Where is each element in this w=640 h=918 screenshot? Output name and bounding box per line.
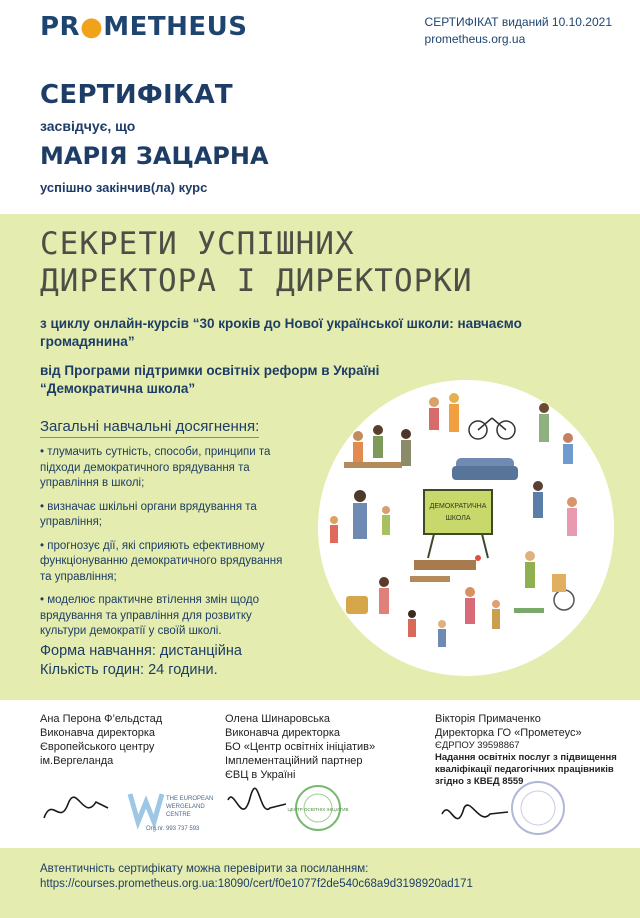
- signatory-name: Ана Перона Ф’ельдстад: [40, 713, 163, 725]
- signatory-3: [435, 712, 625, 788]
- person-figure: [373, 425, 383, 458]
- person-figure: [449, 393, 459, 432]
- person-figure: [379, 577, 389, 614]
- person-figure: [382, 506, 390, 535]
- desk-icon: [410, 576, 450, 582]
- verification-text: [40, 862, 473, 892]
- board-text-1: ДЕМОКРАТИЧНА: [429, 503, 487, 510]
- study-info: [40, 642, 242, 680]
- achievements-list: [40, 445, 285, 648]
- ball-icon: [475, 555, 481, 561]
- person-figure: [525, 551, 535, 588]
- signatory-2: [225, 712, 410, 782]
- prometheus-logo[interactable]: [40, 12, 248, 42]
- certificate-title: СЕРТИФІКАТ: [40, 80, 233, 110]
- person-figure: [330, 516, 338, 543]
- signatory-role: Виконавча директорка: [40, 727, 156, 739]
- board-text-2: ШКОЛА: [445, 515, 471, 522]
- course-series: з циклу онлайн-курсів “30 кроків до Нової української школи: навчаємо громадянина”: [40, 316, 522, 349]
- verify-url[interactable]: https://courses.prometheus.org.ua:18090/cert/f0e1077f2de540c68a9d3198920ad171: [40, 878, 473, 890]
- program-name: від Програми підтримки освітніх реформ в Україні “Демократична школа”: [40, 363, 380, 396]
- signatory-name: Вікторія Примаченко: [435, 713, 541, 725]
- signature-1: [44, 797, 108, 818]
- verify-label: Автентичність сертифікату можна перевірити за посиланням:: [40, 863, 369, 875]
- study-hours: Кількість годин: 24 години.: [40, 662, 218, 678]
- course-title-line2: ДИРЕКТОРА І ДИРЕКТОРКИ: [40, 263, 473, 299]
- achievement-item: • моделює практичне втілення змін щодо врядування та управління для розвитку культури демократії у своїй школі.: [40, 594, 259, 637]
- sofa-icon: [452, 458, 518, 480]
- study-form: Форма навчання: дистанційна: [40, 643, 242, 659]
- course-title-line1: СЕКРЕТИ УСПІШНИХ: [40, 226, 355, 262]
- signature-3: [442, 805, 508, 819]
- signatures-graphics: [38, 778, 638, 846]
- license-note: Надання освітніх послуг з підвищення кваліфікації педагогічних працівників згідно з КВЕД 8559: [435, 752, 617, 787]
- lightbulb-icon: ●: [80, 12, 104, 42]
- person-figure: [492, 600, 500, 629]
- student-name: МАРІЯ ЗАЦАРНА: [40, 142, 269, 170]
- person-figure: [533, 481, 543, 518]
- person-figure: [353, 490, 367, 539]
- issue-info: [425, 14, 612, 48]
- ewc-logo-text-2: WERGELAND: [166, 804, 205, 810]
- site-link[interactable]: prometheus.org.ua: [424, 32, 526, 46]
- issue-date: СЕРТИФІКАТ виданий 10.10.2021: [424, 15, 612, 29]
- signatory-name: Олена Шинаровська: [225, 713, 330, 725]
- person-figure: [567, 497, 577, 536]
- achievement-item: • тлумачить сутність, способи, принципи та підходи демократичного врядування та управління в школі;: [40, 446, 271, 489]
- school-illustration: [316, 378, 616, 678]
- achievement-item: • прогнозує дії, які сприяють ефективному функціонуванню демократичного врядування та управління;: [40, 539, 283, 583]
- ewc-logo-text-3: CENTRE: [166, 812, 191, 818]
- person-figure: [401, 429, 411, 466]
- certifies-text: засвідчує, що: [40, 118, 136, 134]
- signature-2: [228, 788, 286, 809]
- signatory-role: ЄВЦ в Україні: [225, 769, 296, 781]
- person-figure: [539, 403, 549, 442]
- certificate-header: [0, 0, 640, 64]
- achievements-title: Загальні навчальні досягнення:: [40, 418, 259, 438]
- prometheus-stamp-inner: [521, 791, 555, 825]
- signatory-role: Імплементаційний партнер: [225, 755, 363, 767]
- signatory-role: Директорка ГО «Прометеус»: [435, 727, 582, 739]
- prometheus-stamp: [512, 782, 564, 834]
- table-icon: [344, 462, 402, 468]
- person-figure: [438, 620, 446, 647]
- signatory-role: Європейського центру: [40, 741, 155, 753]
- person-figure: [408, 610, 416, 637]
- course-title: [40, 226, 473, 300]
- logo-text-end: METHEUS: [103, 12, 248, 42]
- coi-seal: [287, 786, 348, 830]
- ewc-logo-text-1: THE EUROPEAN: [166, 796, 214, 802]
- shelf-icon: [414, 560, 476, 570]
- coi-seal-text: ЦЕНТР ОСВІТНІХ ІНІЦІАТИВ: [287, 807, 349, 812]
- ewc-org-number: Org.nr. 993 737 593: [146, 826, 200, 832]
- achievement-item: • визначає шкільні органи врядування та управління;: [40, 500, 257, 528]
- stool-icon: [514, 608, 544, 613]
- signatory-1: [40, 712, 215, 768]
- person-figure: [353, 431, 363, 462]
- completed-text: успішно закінчив(ла) курс: [40, 180, 208, 195]
- signatory-role: ім.Вергеланда: [40, 755, 114, 767]
- signatory-role: БО «Центр освітніх ініціатив»: [225, 741, 376, 753]
- person-figure: [563, 433, 573, 464]
- edrpou-code: ЄДРПОУ 39598867: [435, 740, 520, 751]
- ewc-logo: [130, 794, 213, 832]
- person-figure: [429, 397, 439, 430]
- signatory-role: Виконавча директорка: [225, 727, 341, 739]
- armchair-icon: [346, 596, 368, 614]
- logo-text-start: PR: [40, 12, 81, 42]
- person-figure: [465, 587, 475, 624]
